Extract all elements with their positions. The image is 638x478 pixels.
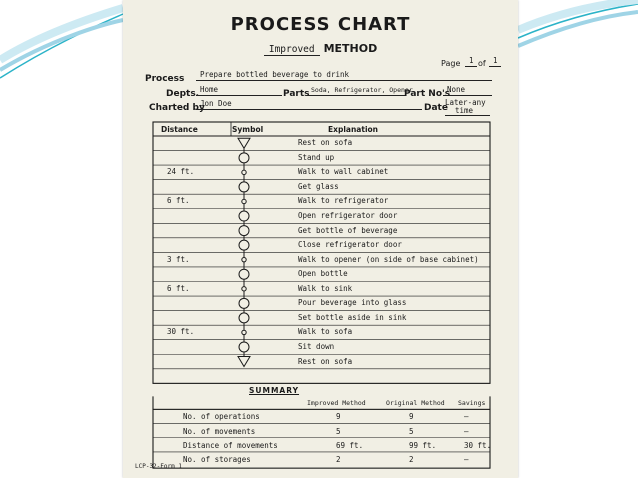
row-distance: 6 ft. xyxy=(167,283,190,293)
page-of-label: of xyxy=(478,59,486,68)
row-explanation: Stand up xyxy=(298,152,335,162)
row-explanation: Close refrigerator door xyxy=(298,240,402,250)
summary-savings-value: – xyxy=(464,412,469,422)
operation-circle-icon xyxy=(239,211,249,221)
row-distance: 24 ft. xyxy=(167,167,195,177)
summary-row-label: No. of movements xyxy=(183,426,256,436)
depts-value: Home xyxy=(196,85,282,96)
parts-value: Soda, Refrigerator, Opener xyxy=(307,85,406,96)
row-explanation: Set bottle aside in sink xyxy=(298,312,407,322)
page-label: Page xyxy=(441,59,461,68)
row-explanation: Walk to wall cabinet xyxy=(298,167,389,177)
summary-header-improved: Improved Method xyxy=(307,399,366,408)
header-distance: Distance xyxy=(161,125,198,134)
transport-small-circle-icon xyxy=(242,330,246,334)
summary-row-label: No. of storages xyxy=(183,454,251,464)
transport-small-circle-icon xyxy=(242,170,246,174)
summary-improved-value: 9 xyxy=(336,412,341,422)
row-explanation: Rest on sofa xyxy=(298,138,353,148)
operation-circle-icon xyxy=(239,226,249,236)
summary-title: SUMMARY xyxy=(249,386,300,396)
summary-row-label: Distance of movements xyxy=(183,440,278,450)
process-value: Prepare bottled beverage to drink xyxy=(196,70,492,81)
transport-small-circle-icon xyxy=(242,287,246,291)
summary-improved-value: 2 xyxy=(336,454,341,464)
summary-header-savings: Savings xyxy=(458,399,486,408)
method-value: Improved xyxy=(264,44,320,56)
row-explanation: Open bottle xyxy=(298,269,348,279)
storage-triangle-icon xyxy=(238,357,250,367)
operation-circle-icon xyxy=(239,269,249,279)
operation-circle-icon xyxy=(239,240,249,250)
date-label: Date xyxy=(424,103,448,113)
depts-label: Depts. xyxy=(166,89,200,99)
row-explanation: Get glass xyxy=(298,181,339,191)
row-explanation: Walk to sink xyxy=(298,283,353,293)
row-distance: 6 ft. xyxy=(167,196,190,206)
transport-small-circle-icon xyxy=(242,199,246,203)
part-nos-label: Part No's xyxy=(404,89,451,99)
summary-savings-value: – xyxy=(464,454,469,464)
charted-by-label: Charted by xyxy=(149,103,205,113)
operation-circle-icon xyxy=(239,342,249,352)
summary-savings-value: 30 ft. xyxy=(464,440,492,450)
transport-small-circle-icon xyxy=(242,257,246,261)
summary-header-original: Original Method xyxy=(386,399,445,408)
page-total: 1 xyxy=(489,56,501,67)
row-explanation: Walk to sofa xyxy=(298,327,353,337)
summary-original-value: 5 xyxy=(409,426,414,436)
summary-row-label: No. of operations xyxy=(183,412,260,422)
row-explanation: Get bottle of beverage xyxy=(298,225,398,235)
header-explanation: Explanation xyxy=(328,125,379,134)
page-number: 1 xyxy=(465,56,477,67)
row-explanation: Rest on sofa xyxy=(298,356,353,366)
date-value-line-2: time xyxy=(445,107,490,116)
summary-improved-value: 5 xyxy=(336,426,341,436)
storage-triangle-icon xyxy=(238,138,250,148)
summary-original-value: 99 ft. xyxy=(409,440,437,450)
row-explanation: Walk to refrigerator xyxy=(298,196,389,206)
document-title: PROCESS CHART xyxy=(230,14,411,35)
summary-original-value: 9 xyxy=(409,412,414,422)
row-explanation: Sit down xyxy=(298,341,335,351)
method-label: METHOD xyxy=(323,42,378,55)
operation-circle-icon xyxy=(239,313,249,323)
process-label: Process xyxy=(145,74,185,84)
summary-original-value: 2 xyxy=(409,454,414,464)
form-number: LCP-32-Form 1 xyxy=(135,463,182,470)
charted-by-value: Jon Doe xyxy=(196,99,422,110)
part-nos-value: None xyxy=(443,85,492,96)
operation-circle-icon xyxy=(239,182,249,192)
operation-circle-icon xyxy=(239,153,249,163)
row-distance: 3 ft. xyxy=(167,254,190,264)
row-explanation: Pour beverage into glass xyxy=(298,298,407,308)
summary-improved-value: 69 ft. xyxy=(336,440,364,450)
row-explanation: Walk to opener (on side of base cabinet) xyxy=(298,254,479,264)
row-distance: 30 ft. xyxy=(167,327,195,337)
operation-circle-icon xyxy=(239,298,249,308)
summary-savings-value: – xyxy=(464,426,469,436)
row-explanation: Open refrigerator door xyxy=(298,211,398,221)
date-value-line-1: Later-any xyxy=(445,98,486,107)
header-symbol: Symbol xyxy=(232,125,264,134)
parts-label: Parts xyxy=(283,89,310,99)
process-chart-document xyxy=(123,0,518,478)
